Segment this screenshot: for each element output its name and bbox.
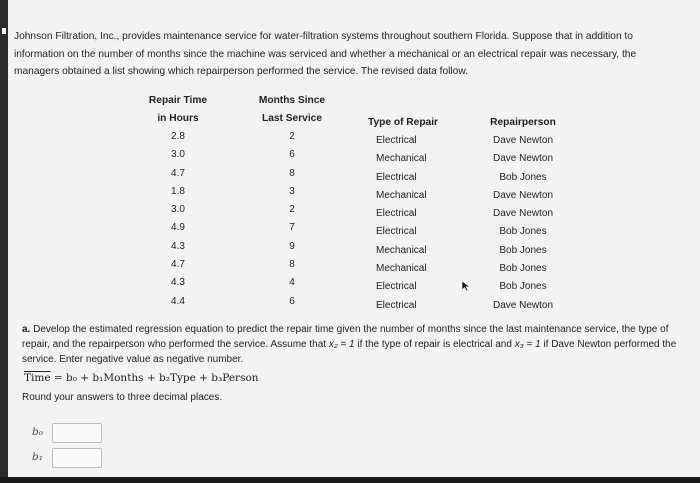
question-a [22, 322, 682, 367]
header-repairperson: Repairperson [490, 117, 556, 128]
b1-input[interactable] [52, 448, 102, 468]
repair-hours-cell: 1.8 [171, 185, 185, 197]
x3-expression: x₃ = 1 [514, 339, 541, 350]
months-since-cell: 3 [289, 185, 295, 197]
repairperson-cell: Dave Newton [492, 135, 554, 146]
header-repair-time-line1: Repair Time [148, 95, 208, 106]
repair-type-cell: Mechanical [376, 153, 427, 165]
repairperson-cell: Bob Jones [499, 281, 547, 293]
repair-type-cell: Mechanical [376, 189, 427, 201]
months-since-cell: 4 [289, 277, 295, 289]
b1-label: b₁ [32, 451, 43, 463]
repairperson-cell: Bob Jones [499, 263, 547, 275]
repair-type-cell: Electrical [376, 281, 417, 293]
repairperson-cell: Dave Newton [492, 189, 554, 201]
repairperson-cell: Bob Jones [499, 226, 547, 238]
question-text-3: if Dave Newton performed the service. Enter negative value as negative number. [22, 339, 677, 365]
months-since-cell: 7 [289, 222, 295, 234]
months-since-cell: 6 [289, 295, 295, 307]
b0-input[interactable] [52, 423, 102, 443]
question-text-1: Develop the estimated regression equation to predict the repair time given the number of months since the last maintenance service, the type of repair, and the repairperson who performed the service. Assume that [22, 324, 669, 350]
months-since-cell: 2 [289, 131, 295, 142]
header-type-of-repair: Type of Repair [368, 117, 439, 128]
header-months-line1: Months Since [258, 95, 326, 106]
repair-hours-cell: 4.7 [171, 167, 185, 179]
repair-hours-cell: 4.3 [171, 240, 185, 252]
formula-rhs: = b₀ + b₁Months + b₂Type + b₃Person [50, 372, 259, 384]
months-since-cell: 6 [289, 149, 295, 161]
repair-hours-cell: 4.7 [171, 259, 185, 271]
bottom-window-edge [0, 477, 700, 483]
repair-hours-cell: 3.0 [171, 149, 185, 161]
repair-type-cell: Mechanical [376, 244, 427, 256]
repair-hours-cell: 4.4 [171, 295, 185, 307]
formula-lhs: Time [24, 372, 51, 384]
question-text-2: if the type of repair is electrical and [354, 339, 515, 350]
repair-hours-cell: 3.0 [171, 204, 185, 216]
question-label: a. [22, 324, 31, 335]
repair-hours-cell: 2.8 [171, 131, 185, 142]
round-instruction: Round your answers to three decimal places. [22, 392, 223, 403]
repair-type-cell: Electrical [376, 226, 417, 238]
column-type-of-repair [362, 114, 452, 315]
column-repairperson [478, 114, 568, 315]
header-months-line2: Last Service [261, 113, 323, 124]
repair-type-cell: Electrical [376, 135, 417, 146]
repair-hours-cell: 4.9 [171, 222, 185, 234]
repair-type-cell: Electrical [376, 171, 417, 183]
months-since-cell: 9 [289, 240, 295, 252]
months-since-cell: 8 [289, 167, 295, 179]
left-window-edge [0, 0, 8, 483]
regression-formula [24, 372, 259, 384]
header-repair-time-line2: in Hours [157, 113, 199, 124]
problem-intro: Johnson Filtration, Inc., provides maintenance service for water-filtration systems throughout southern Florida. Suppose that in addition to information on the number of months since the machine was serviced and whether a mechanical or an electrical repair was necessary, the managers obtained a list showing which repairperson performed the service. The revised data follow. [14, 31, 637, 77]
repairperson-cell: Dave Newton [492, 208, 554, 220]
column-months-since [252, 92, 332, 311]
repair-type-cell: Electrical [376, 208, 417, 220]
repair-type-cell: Mechanical [376, 263, 427, 275]
repairperson-cell: Dave Newton [492, 299, 554, 311]
repair-hours-cell: 4.3 [171, 277, 185, 289]
repairperson-cell: Bob Jones [499, 244, 547, 256]
b0-label: b₀ [32, 426, 43, 438]
column-repair-time [140, 92, 216, 311]
repairperson-cell: Dave Newton [492, 153, 554, 165]
repairperson-cell: Bob Jones [499, 171, 547, 183]
months-since-cell: 8 [289, 259, 295, 271]
x2-expression: x₂ = 1 [328, 339, 355, 350]
mouse-pointer-icon [461, 280, 471, 292]
months-since-cell: 2 [289, 204, 295, 216]
repair-type-cell: Electrical [376, 299, 417, 311]
